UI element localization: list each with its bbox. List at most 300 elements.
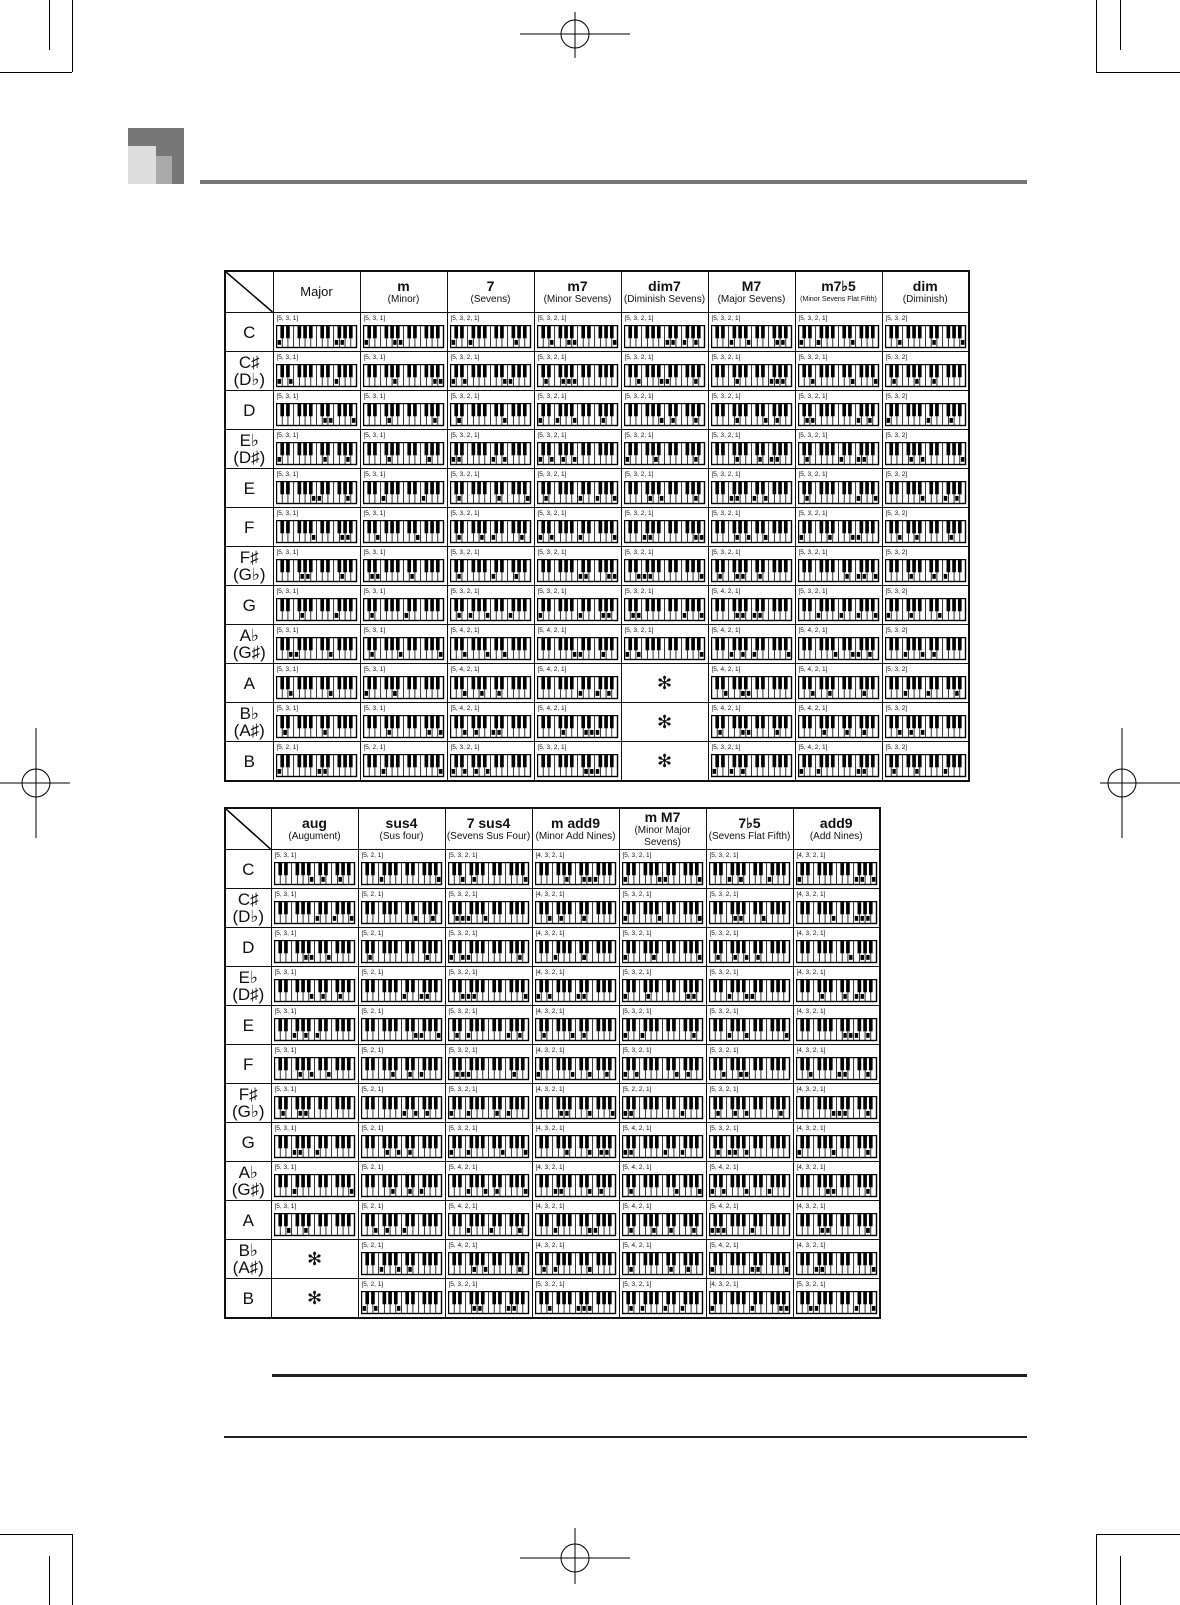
fingering-text: [5, 3, 2, 1]: [537, 588, 567, 595]
key-marker: [292, 1189, 295, 1194]
fingering-text: [5, 3, 1]: [274, 1008, 297, 1015]
fingering-text: [5, 2, 2, 1]: [622, 1086, 652, 1093]
chord-cell: [532, 1240, 619, 1279]
fingering-text: [5, 4, 2, 1]: [622, 1125, 652, 1132]
root-note-name: D: [242, 937, 255, 957]
fingering-text: [5, 3, 2, 1]: [535, 1281, 565, 1288]
key-marker: [321, 994, 324, 999]
keyboard-diagram: [798, 676, 880, 700]
keyboard-diagram: [276, 403, 358, 427]
key-marker: [744, 1072, 747, 1077]
key-marker: [735, 613, 738, 618]
chord-cell: [271, 1201, 358, 1240]
key-marker: [727, 1150, 730, 1155]
key-marker: [746, 340, 749, 345]
chord-type-description: (Sevens): [470, 293, 511, 305]
chord-type-header: [534, 271, 621, 313]
keyboard-diagram: [276, 598, 358, 622]
keyboard-diagram: [276, 715, 358, 739]
fingering-text: [4, 3, 2, 1]: [535, 1242, 565, 1249]
key-marker: [578, 652, 581, 657]
key-marker: [718, 730, 721, 735]
keyboard-diagram: [711, 364, 793, 388]
chord-cell: [445, 1162, 532, 1201]
root-note-name: E♭: [239, 431, 259, 450]
crop-mark: [1096, 1534, 1097, 1605]
fingering-text: [5, 3, 2, 1]: [537, 354, 567, 361]
root-note-name: C: [243, 322, 256, 342]
key-marker: [495, 1111, 498, 1116]
key-marker: [612, 574, 615, 579]
key-marker: [648, 496, 651, 501]
unavailable-chord-cell: [621, 742, 708, 782]
key-marker: [506, 1033, 509, 1038]
fingering-text: [5, 3, 2, 1]: [711, 315, 741, 322]
chord-cell: [706, 1240, 793, 1279]
key-marker: [329, 652, 332, 657]
root-note-label: [225, 469, 273, 508]
key-marker: [898, 535, 901, 540]
fingering-text: [5, 3, 2, 1]: [711, 354, 741, 361]
fingering-text: [5, 3, 2, 1]: [450, 549, 480, 556]
fingering-text: [5, 3, 2]: [885, 588, 908, 595]
fingering-text: [4, 3, 2, 1]: [535, 1203, 565, 1210]
keyboard-diagram: [274, 1135, 356, 1159]
key-marker: [648, 574, 651, 579]
crop-mark: [1096, 0, 1097, 72]
chord-type-name: m M7: [644, 808, 681, 825]
key-marker: [741, 730, 744, 735]
fingering-text: [4, 3, 2, 1]: [535, 1125, 565, 1132]
key-marker: [518, 1267, 521, 1272]
key-marker: [512, 1306, 515, 1311]
key-marker: [588, 1228, 591, 1233]
fingering-text: [5, 3, 2]: [885, 627, 908, 634]
key-marker: [665, 340, 668, 345]
chord-cell: [445, 850, 532, 889]
key-marker: [837, 1072, 840, 1077]
key-marker: [729, 652, 732, 657]
key-marker: [419, 994, 422, 999]
key-marker: [463, 769, 466, 774]
key-marker: [474, 730, 477, 735]
chord-cell: [534, 586, 621, 625]
key-marker: [576, 1306, 579, 1311]
chord-type-description: (Sevens Sus Four): [446, 830, 531, 842]
fingering-text: [5, 3, 2, 1]: [798, 471, 828, 478]
key-marker: [822, 730, 825, 735]
key-marker: [402, 994, 405, 999]
key-marker: [588, 1267, 591, 1272]
key-marker: [868, 652, 871, 657]
fingering-text: [5, 3, 2, 1]: [537, 393, 567, 400]
fingering-text: [5, 3, 2, 1]: [450, 354, 480, 361]
fingering-text: [5, 3, 1]: [274, 891, 297, 898]
keyboard-diagram: [535, 1057, 617, 1081]
chord-cell: [706, 928, 793, 967]
chord-cell: [882, 703, 969, 742]
fingering-text: [5, 3, 1]: [363, 588, 386, 595]
chord-type-header: [706, 808, 793, 850]
key-marker: [491, 730, 494, 735]
key-marker: [607, 574, 610, 579]
chord-type-name: Major: [300, 284, 333, 299]
table-row: [225, 967, 880, 1006]
key-marker: [926, 691, 929, 696]
fingering-text: [5, 3, 2]: [885, 666, 908, 673]
key-marker: [833, 652, 836, 657]
fingering-text: [5, 4, 2, 1]: [709, 1242, 739, 1249]
key-marker: [903, 652, 906, 657]
key-marker: [849, 955, 852, 960]
key-marker: [461, 1072, 464, 1077]
key-marker: [843, 1072, 846, 1077]
key-marker: [485, 769, 488, 774]
fingering-text: [5, 4, 2, 1]: [798, 666, 828, 673]
keyboard-diagram: [450, 403, 532, 427]
keyboard-diagram: [363, 442, 445, 466]
chord-cell: [445, 1123, 532, 1162]
key-marker: [396, 1306, 399, 1311]
chord-cell: [534, 313, 621, 352]
chord-cell: [534, 625, 621, 664]
keyboard-diagram: [622, 1213, 704, 1237]
key-marker: [623, 1150, 626, 1155]
key-marker: [694, 340, 697, 345]
key-marker: [820, 994, 823, 999]
keyboard-diagram: [885, 364, 967, 388]
key-marker: [304, 1111, 307, 1116]
key-marker: [663, 877, 666, 882]
key-marker: [466, 1150, 469, 1155]
keyboard-diagram: [537, 715, 619, 739]
key-marker: [474, 769, 477, 774]
key-marker: [629, 1228, 632, 1233]
keyboard-diagram: [796, 979, 878, 1003]
key-marker: [593, 877, 596, 882]
key-marker: [909, 457, 912, 462]
keyboard-diagram: [798, 637, 880, 661]
chord-cell: [708, 703, 795, 742]
key-marker: [805, 457, 808, 462]
keyboard-diagram: [276, 481, 358, 505]
key-marker: [746, 535, 749, 540]
key-marker: [480, 691, 483, 696]
key-marker: [393, 379, 396, 384]
key-marker: [623, 994, 626, 999]
keyboard-diagram: [448, 1057, 530, 1081]
fingering-text: [5, 3, 2, 1]: [448, 1008, 478, 1015]
asterisk-icon: ✻: [306, 1287, 323, 1308]
chord-cell: [532, 928, 619, 967]
table-row: [225, 1123, 880, 1162]
key-marker: [843, 1111, 846, 1116]
fingering-text: [5, 3, 2, 1]: [709, 930, 739, 937]
key-marker: [898, 340, 901, 345]
chord-cell: [621, 625, 708, 664]
chord-cell: [273, 625, 360, 664]
fingering-text: [5, 3, 2, 1]: [711, 744, 741, 751]
fingering-text: [5, 2, 1]: [361, 1047, 384, 1054]
key-marker: [943, 574, 946, 579]
chord-cell: [706, 889, 793, 928]
key-marker: [862, 769, 865, 774]
key-marker: [601, 418, 604, 423]
key-marker: [849, 1033, 852, 1038]
fingering-text: [5, 4, 2, 1]: [450, 666, 480, 673]
key-marker: [410, 574, 413, 579]
key-marker: [960, 457, 963, 462]
root-note-label: [225, 967, 271, 1006]
fingering-text: [5, 3, 2, 1]: [537, 744, 567, 751]
key-marker: [298, 1072, 301, 1077]
keyboard-diagram: [361, 1291, 443, 1315]
key-marker: [898, 730, 901, 735]
fingering-text: [5, 3, 2, 1]: [448, 1125, 478, 1132]
key-marker: [497, 496, 500, 501]
key-marker: [523, 1150, 526, 1155]
root-note-label: [225, 1045, 271, 1084]
unavailable-chord-cell: [621, 664, 708, 703]
key-marker: [431, 916, 434, 921]
root-note-name: B: [243, 751, 255, 771]
chord-cell: [795, 508, 882, 547]
key-marker: [860, 994, 863, 999]
key-marker: [538, 613, 541, 618]
chord-type-description: (Minor Sevens): [543, 293, 612, 305]
key-marker: [839, 457, 842, 462]
keyboard-diagram: [450, 364, 532, 388]
chord-cell: [445, 928, 532, 967]
chord-cell: [621, 313, 708, 352]
key-marker: [393, 340, 396, 345]
chord-cell: [534, 469, 621, 508]
key-marker: [866, 1111, 869, 1116]
fingering-text: [4, 3, 2, 1]: [535, 930, 565, 937]
keyboard-diagram: [798, 598, 880, 622]
key-marker: [735, 379, 738, 384]
key-marker: [323, 457, 326, 462]
keyboard-diagram: [796, 1018, 878, 1042]
fingering-text: [5, 3, 1]: [276, 549, 299, 556]
key-marker: [327, 955, 330, 960]
key-marker: [739, 1072, 742, 1077]
fingering-text: [5, 3, 2, 1]: [709, 1008, 739, 1015]
chord-cell: [271, 850, 358, 889]
fingering-text: [5, 3, 2, 1]: [537, 432, 567, 439]
root-note-label: [225, 430, 273, 469]
root-note-label: [225, 703, 273, 742]
chord-type-header: [271, 808, 358, 850]
table-row: [225, 1084, 880, 1123]
key-marker: [578, 574, 581, 579]
chord-cell: [882, 313, 969, 352]
key-marker: [346, 457, 349, 462]
key-marker: [671, 340, 674, 345]
key-marker: [682, 613, 685, 618]
keyboard-diagram: [276, 754, 358, 778]
keyboard-diagram: [709, 1057, 791, 1081]
key-marker: [491, 574, 494, 579]
fingering-text: [4, 3, 2, 1]: [535, 891, 565, 898]
chord-cell: [445, 1201, 532, 1240]
key-marker: [758, 457, 761, 462]
keyboard-diagram: [276, 325, 358, 349]
key-marker: [523, 877, 526, 882]
key-marker: [860, 877, 863, 882]
keyboard-diagram: [798, 325, 880, 349]
root-note-label: [225, 1123, 271, 1162]
key-marker: [294, 652, 297, 657]
asterisk-icon: ✻: [656, 672, 673, 693]
key-marker: [784, 1306, 787, 1311]
key-marker: [955, 691, 958, 696]
key-marker: [340, 574, 343, 579]
chord-cell: [447, 469, 534, 508]
fingering-text: [5, 3, 1]: [274, 1125, 297, 1132]
fingering-text: [5, 4, 2, 1]: [622, 1203, 652, 1210]
chord-cell: [271, 1045, 358, 1084]
fingering-text: [5, 3, 2, 1]: [624, 588, 654, 595]
root-note-name: (D♭): [233, 370, 266, 389]
key-marker: [729, 769, 732, 774]
chord-cell: [273, 391, 360, 430]
key-marker: [572, 340, 575, 345]
chord-cell: [360, 352, 447, 391]
key-marker: [595, 769, 598, 774]
key-marker: [764, 535, 767, 540]
key-marker: [654, 457, 657, 462]
keyboard-diagram: [624, 364, 706, 388]
key-marker: [398, 340, 401, 345]
key-marker: [716, 1228, 719, 1233]
key-marker: [629, 1306, 632, 1311]
keyboard-diagram: [361, 1018, 443, 1042]
keyboard-diagram: [450, 481, 532, 505]
fingering-text: [5, 3, 2, 1]: [798, 393, 828, 400]
key-marker: [699, 535, 702, 540]
keyboard-diagram: [535, 901, 617, 925]
key-marker: [797, 1150, 800, 1155]
chord-cell: [534, 430, 621, 469]
keyboard-diagram: [535, 1018, 617, 1042]
key-marker: [659, 379, 662, 384]
chord-cell: [447, 664, 534, 703]
key-marker: [826, 1189, 829, 1194]
key-marker: [449, 1111, 452, 1116]
key-marker: [744, 1189, 747, 1194]
key-marker: [595, 691, 598, 696]
root-note-name: F♯: [238, 1085, 258, 1104]
key-marker: [809, 1072, 812, 1077]
asterisk-icon: ✻: [306, 1248, 323, 1269]
chord-cell: [619, 967, 706, 1006]
key-marker: [854, 1306, 857, 1311]
chord-type-name: aug: [302, 814, 327, 831]
chord-cell: [447, 313, 534, 352]
keyboard-diagram: [450, 325, 532, 349]
key-marker: [570, 1072, 573, 1077]
key-marker: [909, 613, 912, 618]
key-marker: [657, 877, 660, 882]
key-marker: [915, 769, 918, 774]
keyboard-diagram: [709, 940, 791, 964]
keyboard-diagram: [448, 862, 530, 886]
key-marker: [814, 1267, 817, 1272]
chord-cell: [793, 1279, 880, 1319]
chord-type-header: [795, 271, 882, 313]
key-marker: [758, 613, 761, 618]
key-marker: [599, 1150, 602, 1155]
chord-type-description: (Sus four): [379, 830, 424, 842]
key-marker: [686, 1267, 689, 1272]
keyboard-diagram: [537, 559, 619, 583]
chord-cell: [360, 625, 447, 664]
chord-cell: [708, 664, 795, 703]
root-note-label: [225, 1084, 271, 1123]
key-marker: [317, 769, 320, 774]
chord-cell: [619, 1279, 706, 1319]
key-marker: [438, 730, 441, 735]
fingering-text: [5, 3, 2, 1]: [798, 432, 828, 439]
root-note-name: C♯: [237, 890, 259, 909]
key-marker: [741, 652, 744, 657]
key-marker: [334, 613, 337, 618]
keyboard-diagram: [622, 1096, 704, 1120]
key-marker: [404, 613, 407, 618]
key-marker: [710, 1189, 713, 1194]
key-marker: [722, 1189, 725, 1194]
key-marker: [623, 1072, 626, 1077]
key-marker: [623, 877, 626, 882]
key-marker: [686, 994, 689, 999]
root-note-name: E: [242, 1015, 254, 1035]
fingering-text: [5, 2, 1]: [361, 1125, 384, 1132]
keyboard-diagram: [711, 598, 793, 622]
fingering-text: [5, 3, 2, 1]: [622, 1008, 652, 1015]
key-marker: [346, 496, 349, 501]
key-marker: [590, 769, 593, 774]
key-marker: [727, 1033, 730, 1038]
key-marker: [277, 379, 280, 384]
key-marker: [370, 613, 373, 618]
root-note-name: (G♯): [231, 1180, 265, 1199]
fingering-text: [5, 3, 1]: [274, 1164, 297, 1171]
keyboard-diagram: [798, 559, 880, 583]
crop-mark: [72, 1534, 73, 1605]
key-marker: [518, 1033, 521, 1038]
key-marker: [637, 379, 640, 384]
key-marker: [315, 1033, 318, 1038]
keyboard-diagram: [798, 715, 880, 739]
key-marker: [419, 1033, 422, 1038]
chord-cell: [271, 889, 358, 928]
keyboard-diagram: [537, 754, 619, 778]
key-marker: [866, 1033, 869, 1038]
key-marker: [491, 535, 494, 540]
key-marker: [340, 535, 343, 540]
key-marker: [784, 1033, 787, 1038]
fingering-text: [4, 3, 2, 1]: [796, 1203, 826, 1210]
chord-cell: [619, 1123, 706, 1162]
key-marker: [433, 379, 436, 384]
keyboard-diagram: [624, 481, 706, 505]
key-marker: [752, 496, 755, 501]
chord-type-description: (Diminish Sevens): [623, 293, 706, 305]
key-marker: [457, 418, 460, 423]
key-marker: [652, 1228, 655, 1233]
key-marker: [289, 379, 292, 384]
